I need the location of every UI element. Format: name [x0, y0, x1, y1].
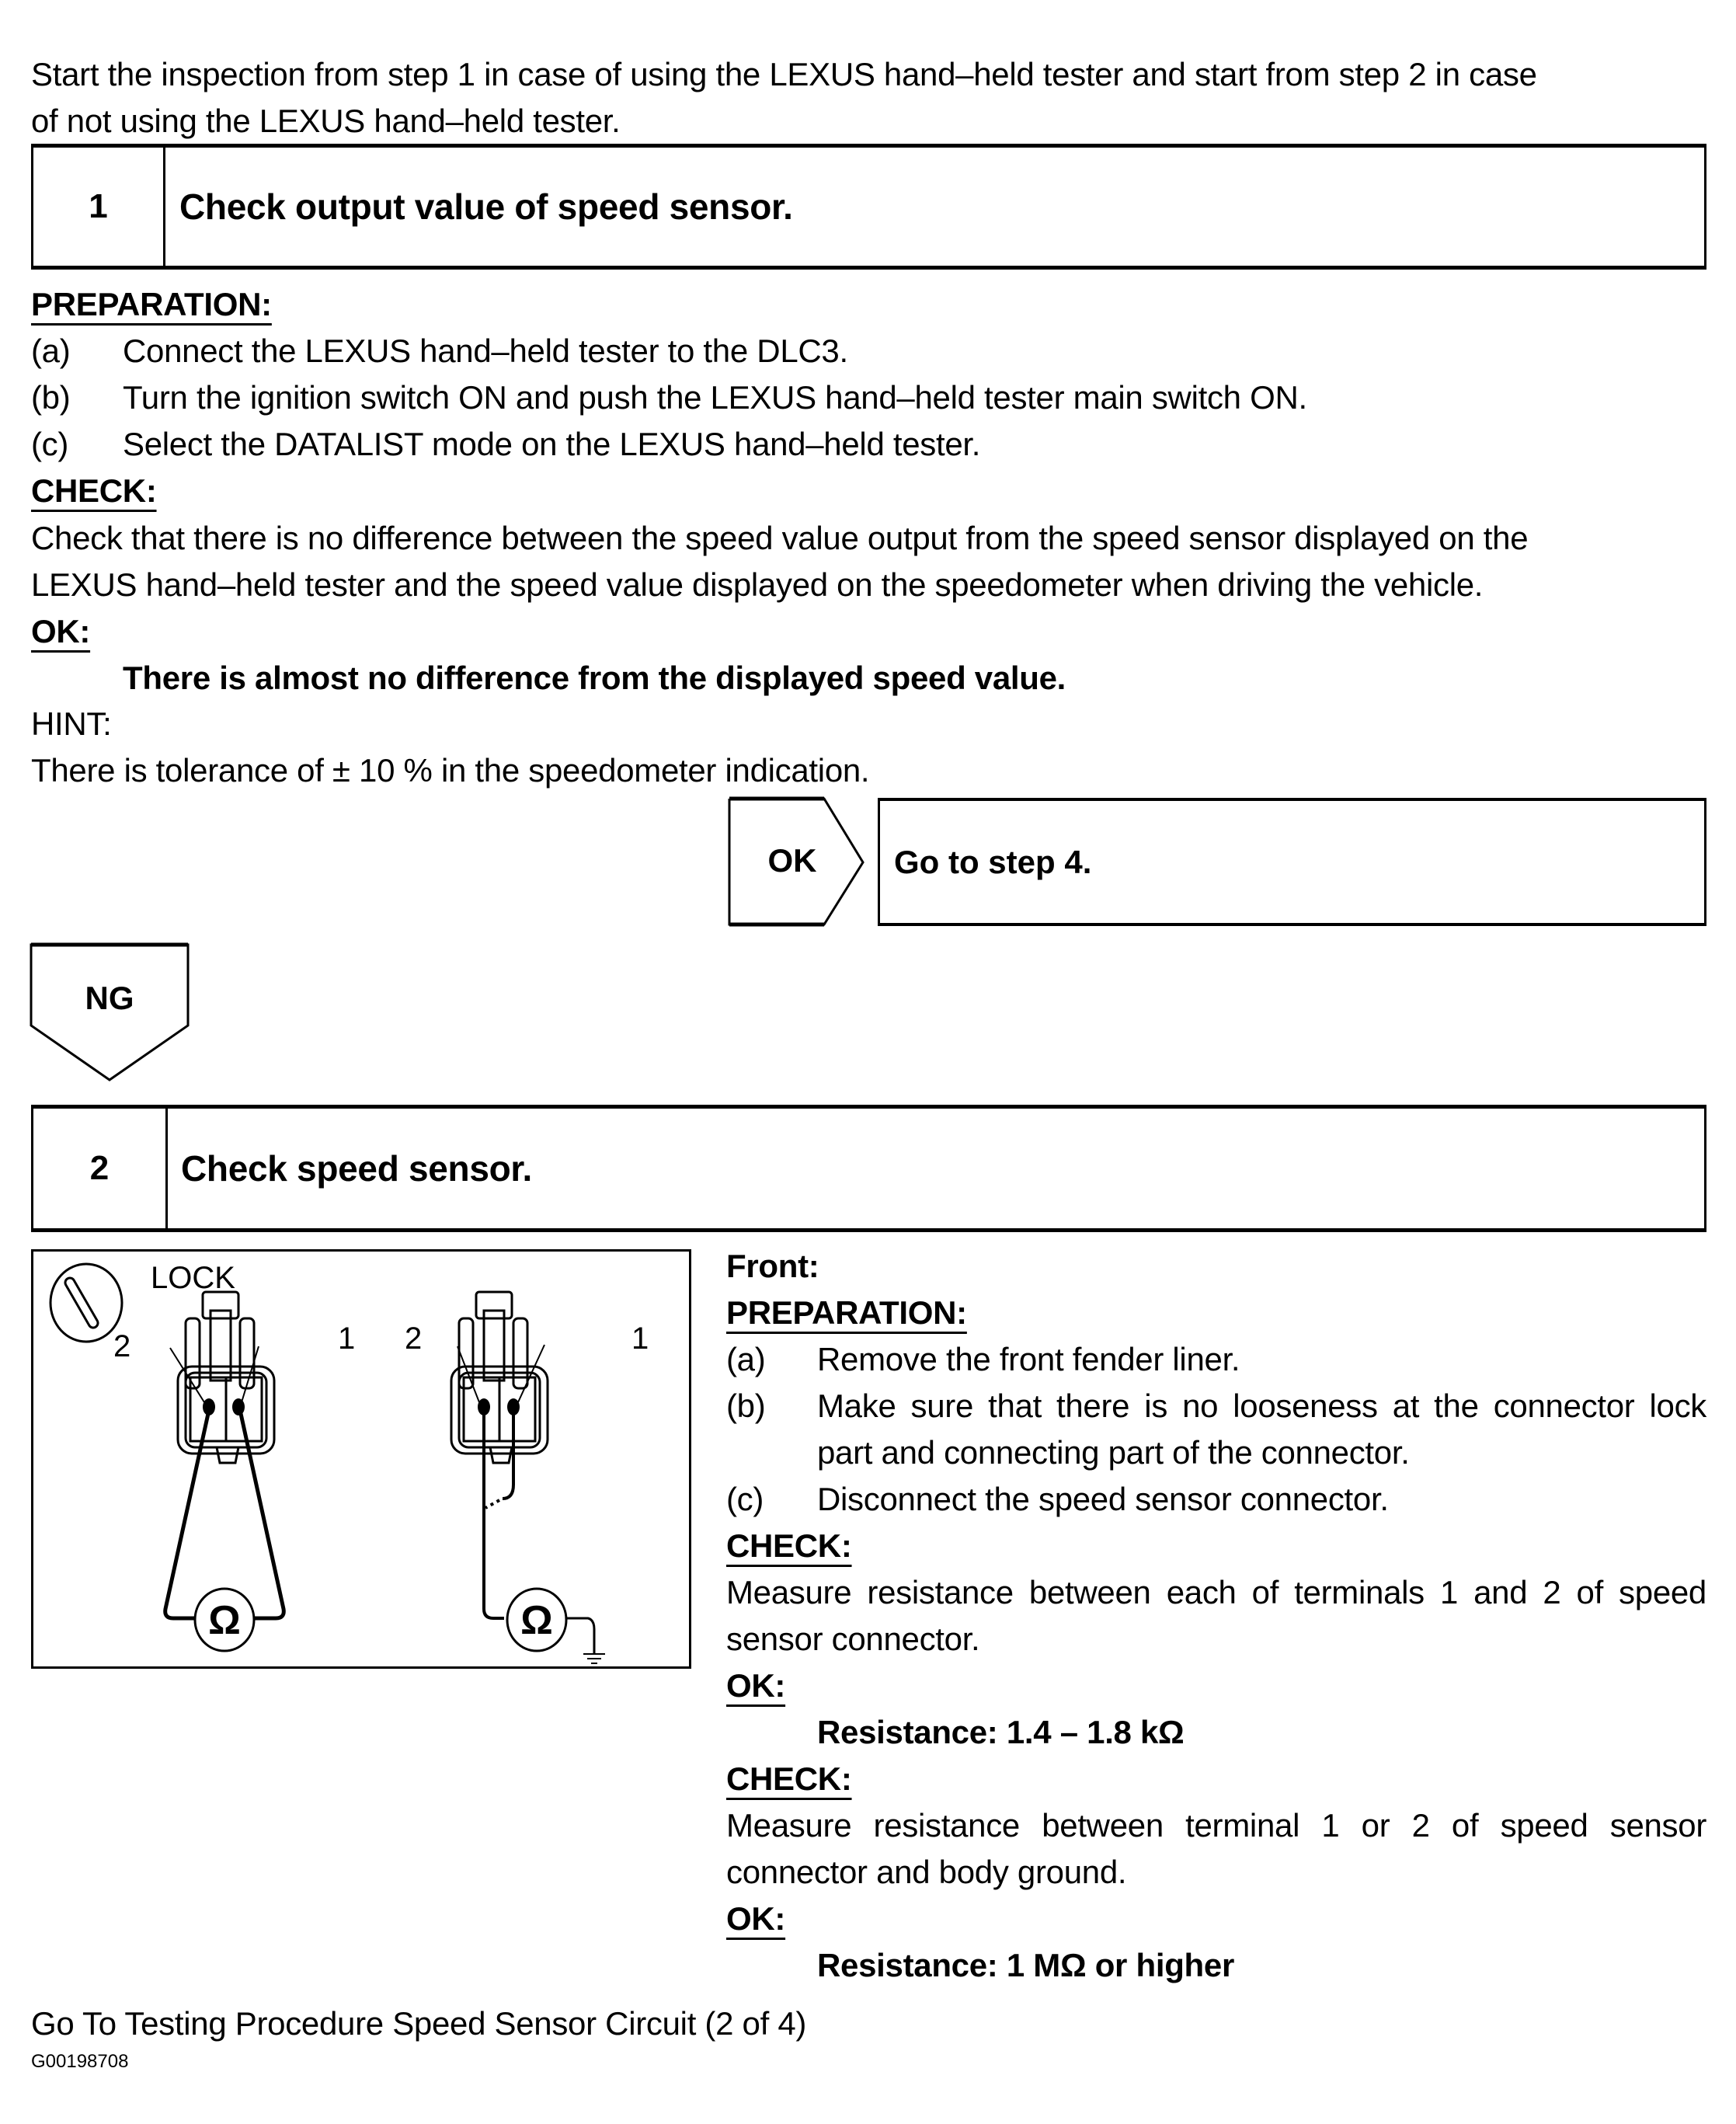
- prep-item-text: Connect the LEXUS hand–held tester to the DLC3.: [123, 333, 848, 369]
- terminal-label: 2: [113, 1329, 131, 1363]
- prep-item-text: Remove the front fender liner.: [817, 1341, 1240, 1377]
- check-text: Measure resistance between each of terminals 1 and 2 of speed sensor connector.: [726, 1574, 1706, 1657]
- ok-criterion: There is almost no difference from the displayed speed value.: [123, 660, 1066, 696]
- terminal-label: 1: [338, 1321, 356, 1356]
- ok-criterion: Resistance: 1.4 – 1.8 kΩ: [817, 1714, 1185, 1750]
- check-text-line-1: Check that there is no difference between the speed value output from the speed sensor displayed on the: [31, 520, 1529, 556]
- step-2-header: [31, 1105, 1706, 1232]
- check-heading: CHECK:: [726, 1760, 852, 1797]
- check-heading: CHECK:: [31, 472, 157, 509]
- check-text: Measure resistance between terminal 1 or 2 of speed sensor connector and body ground.: [726, 1807, 1706, 1890]
- hint-heading: HINT:: [31, 705, 112, 742]
- preparation-heading: PREPARATION:: [31, 286, 272, 322]
- prep-item-label: (a): [726, 1341, 766, 1377]
- connector-diagram: [31, 1249, 691, 1669]
- prep-item-label: (c): [31, 426, 69, 462]
- intro-line-2: of not using the LEXUS hand–held tester.: [31, 103, 621, 139]
- ok-heading: OK:: [31, 613, 91, 649]
- left-connector-icon: [178, 1292, 274, 1463]
- svg-text:Ω: Ω: [520, 1598, 553, 1643]
- ok-branch-label: OK: [767, 842, 817, 879]
- next-page-link[interactable]: Go To Testing Procedure Speed Sensor Circuit (2 of 4): [31, 2005, 807, 2042]
- terminal-label: 2: [405, 1321, 423, 1356]
- step-title: Check output value of speed sensor.: [179, 186, 793, 227]
- lock-label: LOCK: [151, 1261, 235, 1295]
- figure-id: G00198708: [31, 2051, 129, 2072]
- hint-text: There is tolerance of ± 10 % in the speedometer indication.: [31, 752, 870, 789]
- step-number: 1: [33, 148, 165, 266]
- lock-icon: [50, 1264, 122, 1342]
- svg-text:Ω: Ω: [208, 1598, 241, 1643]
- prep-item-text: Turn the ignition switch ON and push the LEXUS hand–held tester main switch ON.: [123, 379, 1307, 416]
- prep-item-label: (b): [31, 379, 71, 416]
- preparation-heading: PREPARATION:: [726, 1294, 967, 1331]
- intro-line-1: Start the inspection from step 1 in case of using the LEXUS hand–held tester and start from step 2 in case: [31, 56, 1537, 92]
- ok-heading: OK:: [726, 1667, 786, 1704]
- prep-item-text: Disconnect the speed sensor connector.: [817, 1481, 1389, 1517]
- ng-branch-label: NG: [85, 980, 134, 1016]
- check-text-line-2: LEXUS hand–held tester and the speed value displayed on the speedometer when driving the vehicle.: [31, 566, 1484, 603]
- check-heading: CHECK:: [726, 1527, 852, 1564]
- section-label: Front:: [726, 1248, 819, 1284]
- ground-icon: [583, 1654, 605, 1663]
- step-1-header: [31, 144, 1706, 270]
- prep-item-label: (b): [726, 1388, 766, 1424]
- terminal-label: 1: [631, 1321, 649, 1356]
- right-connector-icon: [451, 1292, 548, 1463]
- step-title: Check speed sensor.: [181, 1148, 532, 1189]
- prep-item-label: (c): [726, 1481, 764, 1517]
- prep-item-text: Select the DATALIST mode on the LEXUS hand–held tester.: [123, 426, 981, 462]
- prep-item-label: (a): [31, 333, 71, 369]
- prep-item-text: Make sure that there is no looseness at the connector lock part and connecting part of the connector.: [817, 1388, 1706, 1471]
- step-number: 2: [33, 1109, 168, 1228]
- ok-criterion: Resistance: 1 MΩ or higher: [817, 1947, 1235, 1983]
- ok-branch-result[interactable]: Go to step 4.: [878, 798, 1706, 926]
- ok-heading: OK:: [726, 1900, 786, 1937]
